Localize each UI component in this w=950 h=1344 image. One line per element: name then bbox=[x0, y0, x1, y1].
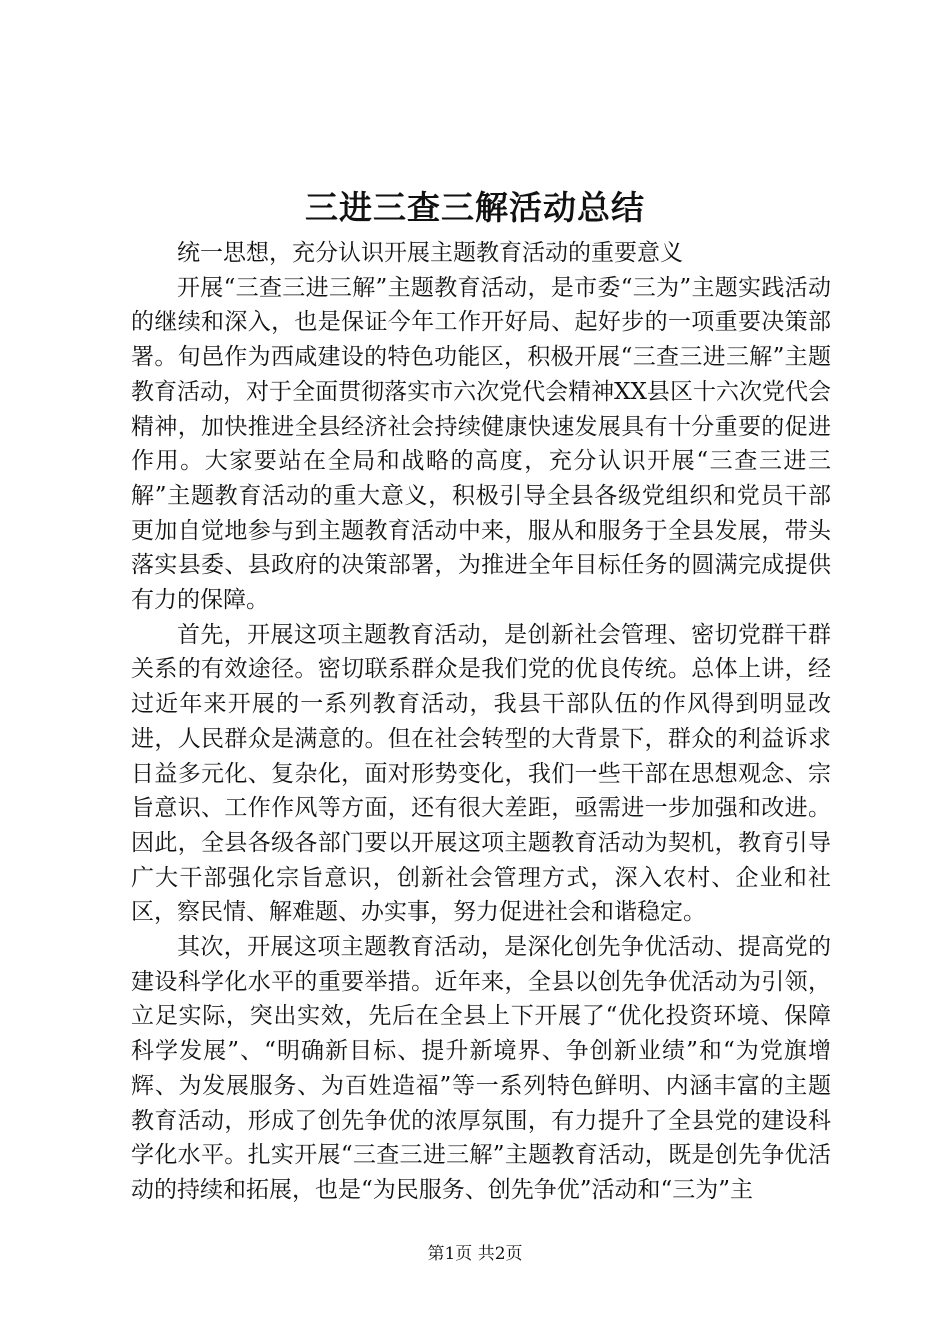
paragraph: 其次，开展这项主题教育活动，是深化创先争优活动、提高党的建设科学化水平的重要举措。近年来，全县以创先争优活动为引领，立足实际，突出实效，先后在全县上下开展了“优化投资环境、保障科学发展”、“明确新目标、提升新境界、争创新业绩”和“为党旗增辉、为发展服务、为百姓造福”等一系列特色鲜明、内涵丰富的主题教育活动，形成了创先争优的浓厚氛围，有力提升了全县党的建设科学化水平。扎实开展“三查三进三解”主题教育活动，既是创先争优活动的持续和拓展，也是“为民服务、创先争优”活动和“三为”主 bbox=[131, 934, 831, 1203]
paragraph-heading: 统一思想，充分认识开展主题教育活动的重要意义 bbox=[177, 240, 683, 266]
document-title: 三进三查三解活动总结 bbox=[305, 188, 645, 227]
page-number-footer: 第1页 共2页 bbox=[427, 1244, 523, 1264]
paragraph: 首先，开展这项主题教育活动，是创新社会管理、密切党群干群关系的有效途径。密切联系群众是我们党的优良传统。总体上讲，经过近年来开展的一系列教育活动，我县干部队伍的作风得到明显改进，人民群众是满意的。但在社会转型的大背景下，群众的利益诉求日益多元化、复杂化，面对形势变化，我们一些干部在思想观念、宗旨意识、工作作风等方面，还有很大差距，亟需进一步加强和改进。因此，全县各级各部门要以开展这项主题教育活动为契机，教育引导广大干部强化宗旨意识，创新社会管理方式，深入农村、企业和社区，察民情、解难题、办实事，努力促进社会和谐稳定。 bbox=[131, 621, 831, 926]
document-body bbox=[131, 236, 831, 1208]
paragraph: 开展“三查三进三解”主题教育活动，是市委“三为”主题实践活动的继续和深入，也是保证今年工作开好局、起好步的一项重要决策部署。旬邑作为西咸建设的特色功能区，积极开展“三查三进三解”主题教育活动，对于全面贯彻落实市六次党代会精神XX县区十六次党代会精神，加快推进全县经济社会持续健康快速发展具有十分重要的促进作用。大家要站在全局和战略的高度，充分认识开展“三查三进三解”主题教育活动的重大意义，积极引导全县各级党组织和党员干部更加自觉地参与到主题教育活动中来，服从和服务于全县发展，带头落实县委、县政府的决策部署，为推进全年目标任务的圆满完成提供有力的保障。 bbox=[131, 274, 831, 614]
